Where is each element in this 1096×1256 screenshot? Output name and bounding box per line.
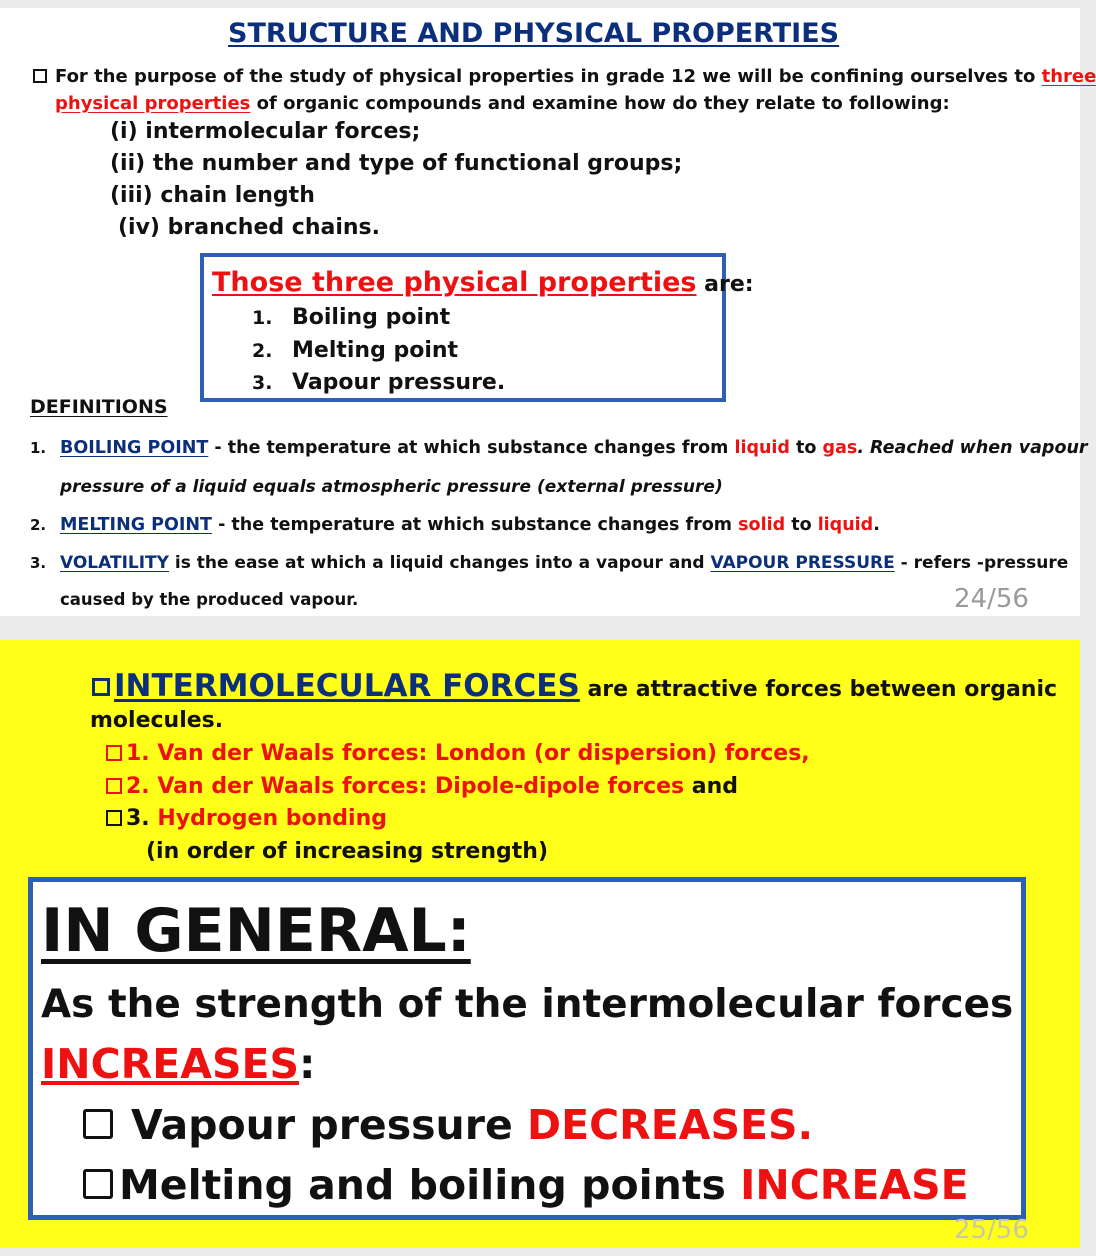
property-item: 2. Melting point	[252, 338, 459, 363]
in-general-line: As the strength of the intermolecular forces	[41, 982, 1014, 1027]
factor-item: (iv) branched chains.	[118, 215, 380, 240]
definition-volatility: 3. VOLATILITY is the ease at which a liquid changes into a vapour and VAPOUR PRESSURE - refers -pressure	[30, 553, 1069, 573]
checkbox-bullet-icon	[106, 810, 122, 826]
order-note: (in order of increasing strength)	[146, 839, 548, 864]
intro-line-1: For the purpose of the study of physical properties in grade 12 we will be confining ourselves to three	[33, 66, 1096, 87]
bullet-vapour-pressure: Vapour pressure DECREASES.	[83, 1101, 813, 1149]
increases-line: INCREASES:	[41, 1040, 316, 1088]
checkbox-bullet-icon	[106, 745, 122, 761]
page-number: 25/56	[954, 1215, 1029, 1245]
imf-heading-line-2: molecules.	[90, 708, 224, 733]
property-item: 1. Boiling point	[252, 305, 451, 330]
intro-highlight-properties: physical properties	[55, 93, 251, 114]
checkbox-bullet-icon	[83, 1109, 113, 1139]
page-number: 24/56	[954, 584, 1029, 614]
factor-item: (i) intermolecular forces;	[110, 119, 421, 144]
definition-boiling-point: 1. BOILING POINT - the temperature at which substance changes from liquid to gas. Reached when vapour	[30, 438, 1088, 458]
checkbox-bullet-icon	[33, 69, 47, 83]
definition-volatility-cont: caused by the produced vapour.	[60, 590, 359, 609]
slide-25	[0, 640, 1080, 1248]
property-item: 3. Vapour pressure.	[252, 370, 506, 395]
definition-melting-point: 2. MELTING POINT - the temperature at which substance changes from solid to liquid.	[30, 515, 880, 535]
force-item: 1. Van der Waals forces: London (or dispersion) forces,	[106, 741, 810, 766]
checkbox-bullet-icon	[83, 1169, 113, 1199]
intro-highlight-three: three	[1041, 66, 1096, 87]
definitions-heading: DEFINITIONS	[30, 396, 168, 418]
properties-box-heading: Those three physical properties are:	[212, 267, 754, 298]
factor-item: (ii) the number and type of functional groups;	[110, 151, 683, 176]
bullet-melting-boiling: Melting and boiling points INCREASE	[83, 1161, 969, 1209]
intro-line-2: physical properties of organic compounds and examine how do they relate to following:	[55, 93, 950, 114]
properties-box	[200, 253, 754, 402]
checkbox-bullet-icon	[106, 778, 122, 794]
definition-boiling-point-cont: pressure of a liquid equals atmospheric pressure (external pressure)	[60, 477, 723, 497]
slide-24	[0, 8, 1096, 616]
in-general-heading: IN GENERAL:	[41, 896, 471, 966]
checkbox-bullet-icon	[92, 678, 110, 696]
factor-item: (iii) chain length	[110, 183, 315, 208]
force-item: 2. Van der Waals forces: Dipole-dipole forces and	[106, 774, 738, 799]
force-item: 3. Hydrogen bonding	[106, 806, 387, 831]
in-general-box	[28, 877, 1026, 1220]
slide-title: STRUCTURE AND PHYSICAL PROPERTIES	[228, 18, 840, 49]
imf-heading-line: INTERMOLECULAR FORCES are attractive forces between organic	[92, 668, 1057, 704]
